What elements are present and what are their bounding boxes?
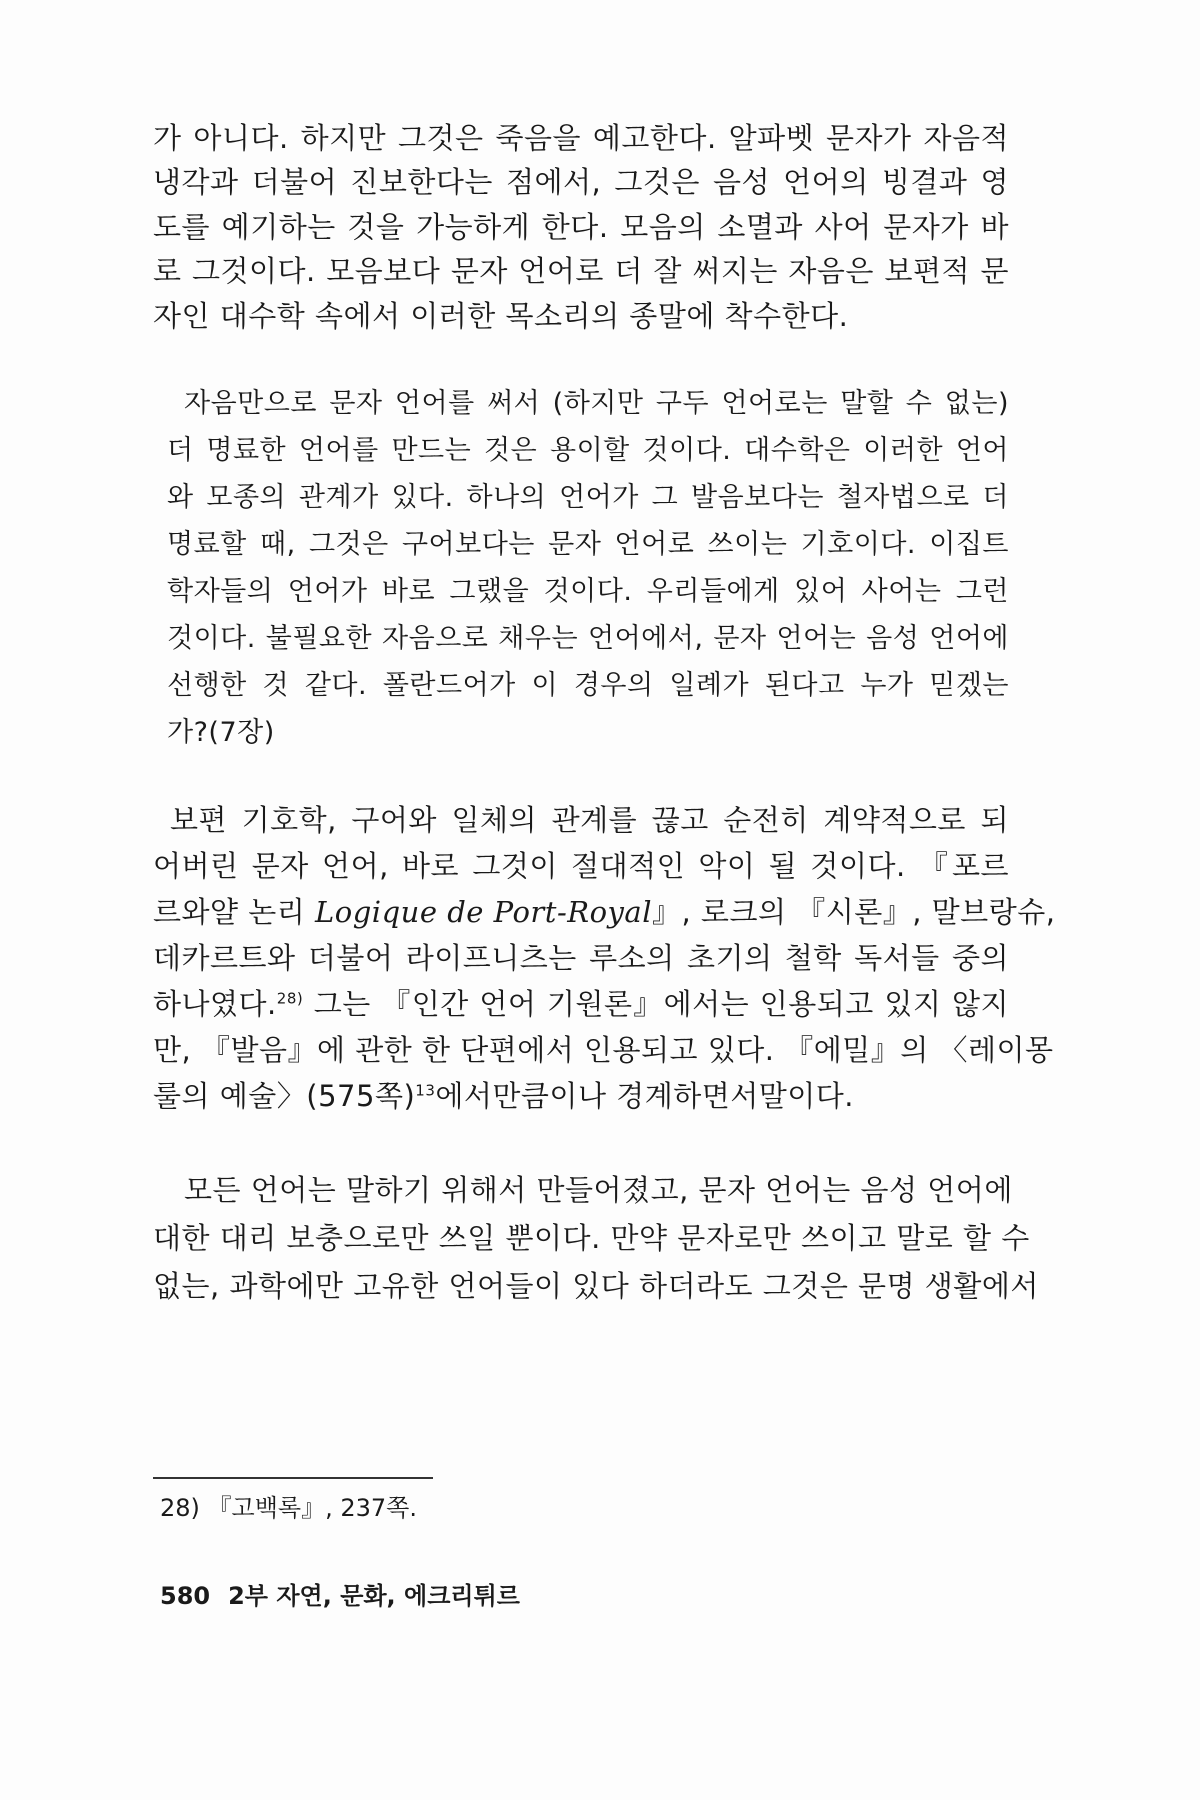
text-line — [153, 892, 1056, 932]
text-run: 그는 『인간 언어 기원론』에서는 인용되고 있지 않지 — [303, 987, 1009, 1021]
text-run: 룰의 예술〉(575쪽) — [153, 1079, 416, 1113]
text-run: 르와얄 논리 — [153, 895, 316, 929]
text-line — [153, 1076, 1009, 1116]
text-line: 데카르트와 더불어 라이프니츠는 루소의 초기의 철학 독서들 중의 — [153, 941, 1009, 975]
quote-line: 자음만으로 문자 언어를 써서 (하지만 구두 언어로는 말할 수 없는) — [184, 388, 1009, 419]
footnote: 28) 『고백록』, 237쪽. — [160, 1494, 417, 1522]
text-line: 도를 예기하는 것을 가능하게 한다. 모음의 소멸과 사어 문자가 바 — [153, 210, 1009, 244]
text-line: 로 그것이다. 모음보다 문자 언어로 더 잘 써지는 자음은 보편적 문 — [153, 254, 1009, 288]
text-run: 에서만큼이나 경계하면서말이다. — [435, 1079, 855, 1113]
quote-line: 명료할 때, 그것은 구어보다는 문자 언어로 쓰이는 기호이다. 이집트 — [167, 529, 1009, 560]
text-line: 어버린 문자 언어, 바로 그것이 절대적인 악이 될 것이다. 『포르 — [153, 849, 1009, 883]
quote-line: 와 모종의 관계가 있다. 하나의 언어가 그 발음보다는 철자법으로 더 — [167, 482, 1009, 513]
text-line: 대한 대리 보충으로만 쓰일 뿐이다. 만약 문자로만 쓰이고 말로 할 수 — [153, 1221, 1030, 1255]
text-line: 냉각과 더불어 진보한다는 점에서, 그것은 음성 언어의 빙결과 영 — [153, 165, 1009, 199]
quote-line: 선행한 것 같다. 폴란드어가 이 경우의 일례가 된다고 누가 믿겠는 — [167, 670, 1009, 701]
text-line: 자인 대수학 속에서 이러한 목소리의 종말에 착수한다. — [153, 299, 849, 333]
italic-title: Logique de Port-Royal — [315, 895, 652, 929]
quote-line: 것이다. 불필요한 자음으로 채우는 언어에서, 문자 언어는 음성 언어에 — [167, 623, 1009, 654]
footnote-ref: 28) — [276, 989, 304, 1008]
text-line — [153, 984, 1009, 1024]
text-line: 보편 기호학, 구어와 일체의 관계를 끊고 순전히 계약적으로 되 — [170, 803, 1009, 837]
endnote-ref: 13 — [415, 1081, 436, 1100]
text-line: 만, 『발음』에 관한 한 단편에서 인용되고 있다. 『에밀』의 〈레이몽 — [153, 1033, 1054, 1067]
running-title: 2부 자연, 문화, 에크리튀르 — [228, 1582, 520, 1610]
text-line: 모든 언어는 말하기 위해서 만들어졌고, 문자 언어는 음성 언어에 — [184, 1173, 1013, 1207]
page-footer — [160, 1578, 520, 1614]
text-line: 가 아니다. 하지만 그것은 죽음을 예고한다. 알파벳 문자가 자음적 — [153, 121, 1009, 155]
quote-line: 더 명료한 언어를 만드는 것은 용이할 것이다. 대수학은 이러한 언어 — [167, 435, 1009, 466]
quote-line: 가?(7장) — [167, 717, 275, 748]
text-run: 』, 로크의 『시론』, 말브랑슈, — [652, 895, 1056, 929]
text-line: 없는, 과학에만 고유한 언어들이 있다 하더라도 그것은 문명 생활에서 — [153, 1269, 1039, 1303]
page-number: 580 — [160, 1582, 211, 1610]
quote-line: 학자들의 언어가 바로 그랬을 것이다. 우리들에게 있어 사어는 그런 — [167, 576, 1009, 607]
text-run: 하나였다. — [153, 987, 277, 1021]
footnote-rule — [153, 1477, 433, 1479]
